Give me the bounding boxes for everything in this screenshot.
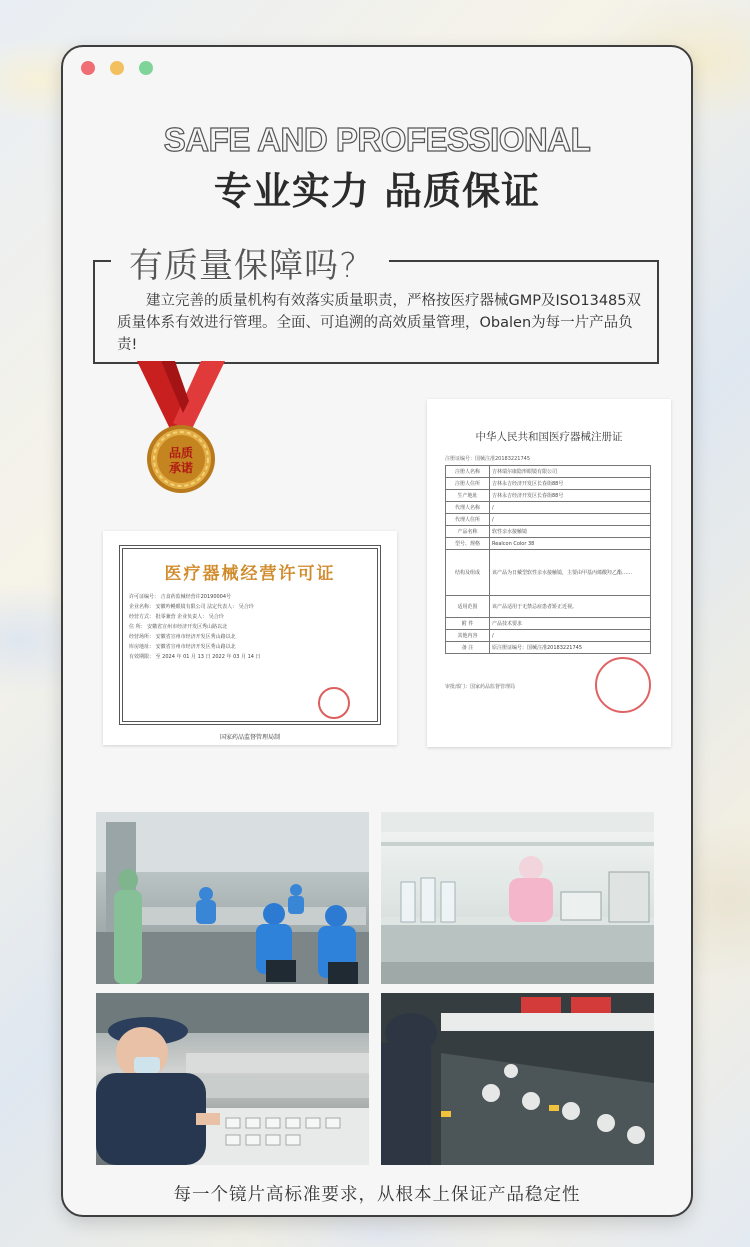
- registration-row: [446, 490, 651, 502]
- registration-row: [446, 478, 651, 490]
- minimize-dot-icon[interactable]: [110, 61, 124, 75]
- license-row: 许可证编号： 吉食药监械经营许20190004号: [129, 594, 232, 600]
- registration-value: 软性亲水接触镜: [490, 526, 651, 538]
- license-issuer: 国家药品监督管理局制: [219, 734, 280, 741]
- maximize-dot-icon[interactable]: [139, 61, 153, 75]
- registration-key: 附 件: [446, 618, 490, 630]
- registration-key: 结构及组成: [446, 550, 490, 596]
- registration-row: [446, 550, 651, 596]
- medal-line-2: 承诺: [168, 461, 194, 475]
- registration-row: [446, 642, 651, 654]
- registration-value: /: [490, 514, 651, 526]
- registration-key: 代理人住所: [446, 514, 490, 526]
- registration-row: [446, 526, 651, 538]
- license-title: 医疗器械经营许可证: [164, 564, 336, 584]
- registration-key: 适用范围: [446, 596, 490, 618]
- registration-row: [446, 502, 651, 514]
- license-row: 企业名称： 安徽吟幔眼镜有限公司 法定代表人： 吴合玲: [129, 604, 254, 610]
- registration-row: [446, 466, 651, 478]
- photo-worker-inspecting-lenses: [96, 993, 369, 1165]
- license-seal-icon: [318, 687, 350, 719]
- official-seal-icon: [595, 657, 651, 713]
- registration-value: Realcon Color 38: [490, 538, 651, 550]
- registration-value: 产品技术要求: [490, 618, 651, 630]
- medal-line-1: 品质: [168, 446, 194, 460]
- registration-row: [446, 618, 651, 630]
- close-dot-icon[interactable]: [81, 61, 95, 75]
- license-row: 经营方式： 批零兼营 企业负责人： 吴合玲: [129, 614, 224, 620]
- registration-row: [446, 596, 651, 618]
- registration-certificate: [427, 399, 671, 747]
- photo-lab-technician-bottles: [381, 812, 654, 984]
- registration-row: [446, 630, 651, 642]
- registration-value: 吉林永吉经济开发区长春街88号: [490, 490, 651, 502]
- registration-key: 型号、规格: [446, 538, 490, 550]
- registration-value: /: [490, 630, 651, 642]
- quality-heading: 有质量保障吗?: [123, 238, 364, 287]
- photo-automated-lens-machine: [381, 993, 654, 1165]
- registration-key: 产品名称: [446, 526, 490, 538]
- registration-value: 吉林永吉经济开发区长春街88号: [490, 478, 651, 490]
- photo-cleanroom-assembly-line: [96, 812, 369, 984]
- business-license-certificate: [103, 531, 397, 745]
- registration-value: 原注册证编号：国械注准20183221745: [490, 642, 651, 654]
- english-title: SAFE AND PROFESSIONAL: [163, 121, 591, 158]
- license-row: 有效期限： 至 2024 年 01 月 13 日 2022 年 03 月 14 日: [129, 654, 261, 660]
- content-card: [61, 45, 693, 1217]
- registration-table: [445, 465, 651, 654]
- registration-row: [446, 538, 651, 550]
- registration-value: 吉林瑞尔康隐形眼镜有限公司: [490, 466, 651, 478]
- quality-medal-icon: [131, 361, 231, 501]
- registration-key: 注册人名称: [446, 466, 490, 478]
- license-row: 库房地址： 安徽省宣州市经济开发区秀山路以北: [129, 644, 236, 650]
- registration-key: 生产地址: [446, 490, 490, 502]
- registration-number: 注册证编号：国械注准20183221745: [445, 456, 530, 462]
- license-row: 住 所： 安徽省宣州市经济开发区秀山路以北: [129, 624, 228, 630]
- registration-key: 其他内容: [446, 630, 490, 642]
- registration-value: /: [490, 502, 651, 514]
- license-row: 经营场所： 安徽省宣州市经济开发区秀山路以北: [129, 634, 236, 640]
- registration-title: 中华人民共和国医疗器械注册证: [475, 431, 623, 443]
- registration-footer: 审批部门：国家药品监督管理局: [445, 684, 516, 690]
- window-controls: [81, 61, 153, 75]
- registration-value: 该产品为日戴型软性亲水接触镜，主要由甲基丙烯酸羟乙酯……: [490, 550, 651, 596]
- registration-row: [446, 514, 651, 526]
- caption: 每一个镜片高标准要求，从根本上保证产品稳定性: [173, 1185, 581, 1205]
- registration-key: 备 注: [446, 642, 490, 654]
- registration-key: 注册人住所: [446, 478, 490, 490]
- chinese-title: 专业实力 品质保证: [213, 169, 541, 213]
- quality-body: 建立完善的质量机构有效落实质量职责，严格按医疗器械GMP及ISO13485双质量体系有效进行管理。全面、可追溯的高效质量管理，Obalen为每一片产品负责!: [117, 293, 642, 353]
- registration-key: 代理人名称: [446, 502, 490, 514]
- registration-value: 该产品适用于无禁忌症患者矫正近视。: [490, 596, 651, 618]
- quality-box: [93, 246, 659, 364]
